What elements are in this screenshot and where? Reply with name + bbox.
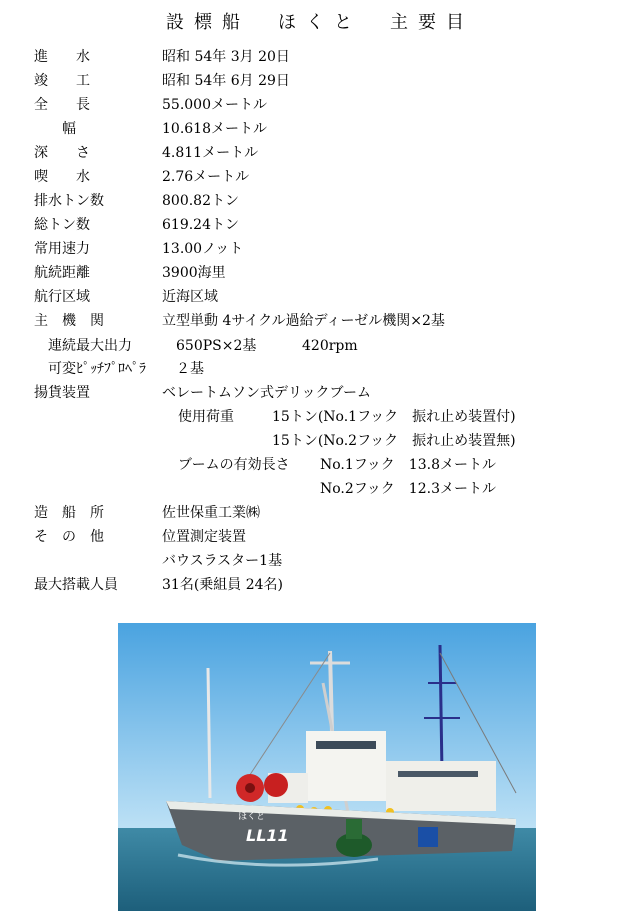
spec-label: 総トン数	[34, 217, 90, 233]
spec-value: 4.811メートル	[162, 145, 259, 161]
spec-value: 31名(乗組員 24名)	[162, 577, 284, 593]
spec-label: 幅	[34, 121, 76, 137]
spec-value: 13.00ノット	[162, 241, 244, 257]
spec-label: 排水トン数	[34, 193, 104, 209]
spec-value: 619.24トン	[162, 217, 239, 233]
page-title: 設標船 ほくと 主要目	[166, 12, 474, 33]
spec-label: 最大搭載人員	[34, 577, 118, 593]
name-marking: ほくと	[238, 812, 266, 822]
spec-label: 全 長	[34, 97, 90, 113]
spec-value: 近海区域	[162, 289, 218, 305]
boom-value: No.2フック 12.3メートル	[320, 481, 496, 497]
spec-label: 喫 水	[34, 169, 90, 185]
spec-label: 航行区域	[34, 289, 90, 305]
spec-label: 連続最大出力	[48, 338, 132, 354]
spec-value: ベレートムソン式デリックブーム	[162, 385, 372, 401]
spec-label: 造 船 所	[34, 505, 104, 521]
load-value: 15トン(No.2フック 振れ止め装置無)	[272, 433, 516, 449]
spec-label: 主 機 関	[34, 313, 104, 329]
spec-rpm: 420rpm	[302, 338, 358, 354]
spec-value: バウスラスター1基	[162, 553, 283, 569]
spec-label: 深 さ	[34, 145, 90, 161]
spec-value: 立型単動 4サイクル過給ディーゼル機関×2基	[162, 313, 445, 329]
spec-value: 昭和 54年 3月 20日	[162, 49, 290, 65]
hull-marking: LL11	[246, 826, 289, 845]
spec-value: 650PS×2基	[176, 338, 257, 354]
load-label: 使用荷重	[178, 409, 234, 425]
spec-label: そ の 他	[34, 529, 104, 545]
spec-value: 2.76メートル	[162, 169, 250, 185]
boom-value: No.1フック 13.8メートル	[320, 457, 496, 473]
spec-label: 常用速力	[34, 241, 90, 257]
spec-label: 進 水	[34, 49, 90, 65]
spec-value: 位置測定装置	[162, 529, 246, 545]
spec-label: 竣 工	[34, 73, 90, 89]
aft-mast	[440, 645, 442, 773]
ship-photo	[118, 623, 536, 911]
spec-value: 佐世保重工業㈱	[162, 505, 260, 521]
fore-mast	[208, 668, 210, 798]
spec-value: 昭和 54年 6月 29日	[162, 73, 290, 89]
spec-label: 揚貨装置	[34, 385, 90, 401]
spec-value: 3900海里	[162, 265, 226, 281]
spec-value: 10.618メートル	[162, 121, 267, 137]
spec-value: 800.82トン	[162, 193, 239, 209]
spec-value: ２基	[176, 361, 204, 377]
spec-label: 航続距離	[34, 265, 90, 281]
spec-label: 可変ﾋﾟｯﾁﾌﾟﾛﾍﾟﾗ	[48, 361, 146, 377]
spec-value: 55.000メートル	[162, 97, 267, 113]
boom-label: ブームの有効長さ	[178, 457, 290, 473]
load-value: 15トン(No.1フック 振れ止め装置付)	[272, 409, 516, 425]
